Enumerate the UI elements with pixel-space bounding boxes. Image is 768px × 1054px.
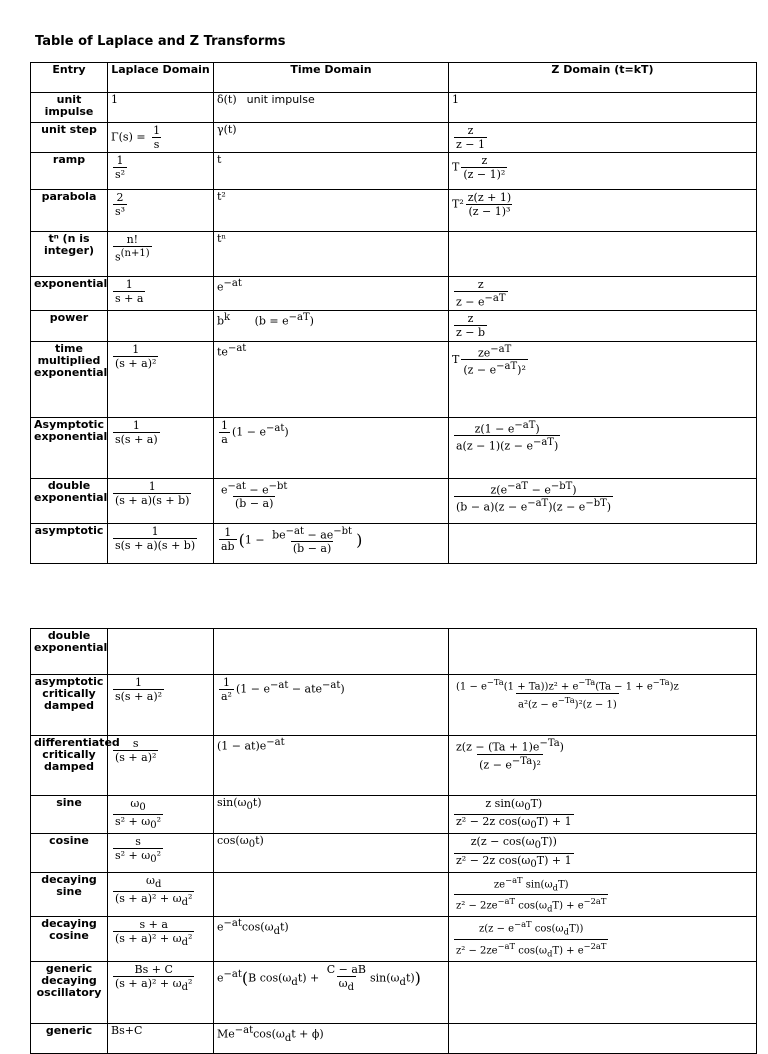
- table-row: [31, 1024, 757, 1054]
- table-row: [31, 962, 757, 1024]
- table-row: [31, 341, 757, 417]
- header-time: Time Domain: [214, 63, 449, 93]
- table-row: [31, 190, 757, 232]
- laplace-cell: [108, 310, 214, 341]
- transform-table-2: [30, 628, 757, 1054]
- time-cell: $te^{-at}$: [214, 341, 449, 417]
- time-cell: [214, 93, 449, 123]
- table-row: [31, 834, 757, 872]
- table-row: [31, 629, 757, 675]
- entry-cell: double exponential: [31, 629, 108, 675]
- time-cell: $\frac{1}{a}$ $(1 - e^{-at})$: [214, 417, 449, 478]
- table-row: [31, 310, 757, 341]
- laplace-cell: [108, 93, 214, 123]
- time-expr: δ(t): [217, 93, 237, 106]
- laplace-cell: $\frac{Bs + C}{(s + a)^2 + \omega_d^2}$: [108, 962, 214, 1024]
- header-z: Z Domain (t=kT): [449, 63, 757, 93]
- time-cell: $\frac{1}{\text{a²}}$ $(1 - e^{-at} - ate^{-at})$: [214, 675, 449, 736]
- z-cell: $\frac{z(e^{-aT} - e^{-bT})}{(b - a)(z - e^{-aT})(z - e^{-bT})}$: [449, 478, 757, 523]
- laplace-expr: 1: [111, 93, 118, 106]
- time-cell: $\frac{1}{ab}$ (1 − $\frac{be^{-at} - ae^{-bt}}{(b - a)}$ ): [214, 523, 449, 563]
- header-row: [31, 63, 757, 93]
- laplace-cell: $\frac{1}{s(s + a)(s + b)}$: [108, 523, 214, 563]
- entry-cell: asymptotic: [31, 523, 108, 563]
- laplace-cell: $\frac{1}{\text{s²}}$: [108, 153, 214, 190]
- entry-cell: decaying sine: [31, 872, 108, 917]
- transform-table-1: [30, 62, 757, 564]
- z-cell: [449, 232, 757, 277]
- table-row: [31, 417, 757, 478]
- table-row: [31, 123, 757, 153]
- laplace-expr: Bs+C: [111, 1024, 143, 1038]
- laplace-cell: $\frac{\omega_d}{(s + a)^2 + \omega_d^2}$: [108, 872, 214, 917]
- z-cell: [449, 962, 757, 1024]
- header-entry: Entry: [31, 63, 108, 93]
- table-row: [31, 917, 757, 962]
- laplace-cell: $\frac{1}{(s + a)(s + b)}$: [108, 478, 214, 523]
- table-row: [31, 675, 757, 736]
- page-title: Table of Laplace and Z Transforms: [35, 34, 286, 49]
- entry-cell: power: [31, 310, 108, 341]
- laplace-cell: $\frac{1}{s(s + a)}$: [108, 417, 214, 478]
- entry-cell: unit step: [31, 123, 108, 153]
- table-row: [31, 796, 757, 834]
- z-cell: [449, 523, 757, 563]
- entry-cell: unit impulse: [31, 93, 108, 123]
- z-cell: $\frac{z(z - e^{-aT} \cos(\omega_dT))}{z^2 - 2ze^{-aT} \cos(\omega_dT) + e^{-2aT}}$: [449, 917, 757, 962]
- z-cell: T $\frac{z}{\text{(z − 1)²}}$: [449, 153, 757, 190]
- z-cell: $\frac{z \sin(\omega_0T)}{z^2 - 2z \cos(\omega_0T) + 1}$: [449, 796, 757, 834]
- entry-cell: exponential: [31, 277, 108, 311]
- time-cell: $e^{-at}(B$ $\cos(\omega_dt)$ + $\frac{C - aB}{\omega_d}$ $\sin(\omega_dt)$): [214, 962, 449, 1024]
- table-row: [31, 93, 757, 123]
- table-row: [31, 523, 757, 563]
- time-cell: γ(t): [214, 123, 449, 153]
- table-row: [31, 277, 757, 311]
- time-cell: $b^k$ $(b = e^{-aT})$: [214, 310, 449, 341]
- laplace-cell: $\frac{n!}{s^{(n+1)}}$: [108, 232, 214, 277]
- entry-cell: generic decaying oscillatory: [31, 962, 108, 1024]
- laplace-cell: $\frac{1}{\text{s(s + a)²}}$: [108, 675, 214, 736]
- entry-cell: ramp: [31, 153, 108, 190]
- z-cell: T $\frac{ze^{-aT}}{(z - e^{-aT})^2}$: [449, 341, 757, 417]
- entry-cell: parabola: [31, 190, 108, 232]
- time-cell: $Me^{-at}\cos(\omega_dt + \phi)$: [214, 1024, 449, 1054]
- z-cell: $\frac{z}{z - e^{-aT}}$: [449, 277, 757, 311]
- table-row: [31, 232, 757, 277]
- z-cell: $\frac{z(z - \cos(\omega_0T))}{z^2 - 2z \cos(\omega_0T) + 1}$: [449, 834, 757, 872]
- time-cell: [214, 872, 449, 917]
- entry-cell: generic: [31, 1024, 108, 1054]
- entry-cell: time multiplied exponential: [31, 341, 108, 417]
- laplace-cell: [108, 629, 214, 675]
- header-laplace: Laplace Domain: [108, 63, 214, 93]
- laplace-cell: $\frac{s}{\text{(s + a)²}}$: [108, 736, 214, 796]
- time-cell: t²: [214, 190, 449, 232]
- time-cell: $\sin(\omega_0t)$: [214, 796, 449, 834]
- z-cell: $\frac{z(z - (Ta + 1)e^{-Ta})}{(z - e^{-Ta})^2}$: [449, 736, 757, 796]
- laplace-cell: Γ(s) = $\frac{1}{s}$: [108, 123, 214, 153]
- time-cell: t: [214, 153, 449, 190]
- z-cell: $\frac{z}{z - 1}$: [449, 123, 757, 153]
- entry-cell: differentiated critically damped: [31, 736, 108, 796]
- entry-cell: sine: [31, 796, 108, 834]
- laplace-cell: [108, 1024, 214, 1054]
- entry-cell: Asymptotic exponential: [31, 417, 108, 478]
- entry-cell: tⁿ (n is integer): [31, 232, 108, 277]
- time-cell: [214, 629, 449, 675]
- z-cell: $\frac{z}{z - b}$: [449, 310, 757, 341]
- laplace-cell: $\frac{2}{\text{s³}}$: [108, 190, 214, 232]
- laplace-cell: $\frac{\omega_0}{s^2 + \omega_0^2}$: [108, 796, 214, 834]
- time-cell: $e^{-at}\cos(\omega_dt)$: [214, 917, 449, 962]
- entry-cell: asymptotic critically damped: [31, 675, 108, 736]
- table-row: [31, 872, 757, 917]
- z-cell: T² $\frac{z(z + 1)}{\text{(z − 1)³}}$: [449, 190, 757, 232]
- time-cell: $e^{-at}$: [214, 277, 449, 311]
- entry-cell: cosine: [31, 834, 108, 872]
- z-cell: [449, 93, 757, 123]
- time-cell: $\frac{e^{-at} - e^{-bt}}{(b - a)}$: [214, 478, 449, 523]
- time-cell: $\cos(\omega_0t)$: [214, 834, 449, 872]
- entry-cell: decaying cosine: [31, 917, 108, 962]
- laplace-cell: $\frac{1}{\text{(s + a)²}}$: [108, 341, 214, 417]
- z-cell: $\frac{(1 - e^{-Ta}(1 + Ta))z^2 + e^{-Ta}(Ta - 1 + e^{-Ta})z}{a^2(z - e^{-Ta})^2(z - 1)}$: [449, 675, 757, 736]
- laplace-cell: $\frac{s + a}{(s + a)^2 + \omega_d^2}$: [108, 917, 214, 962]
- entry-cell: double exponential: [31, 478, 108, 523]
- z-expr: 1: [452, 93, 459, 106]
- z-cell: $\frac{z(1 - e^{-aT})}{a(z - 1)(z - e^{-aT})}$: [449, 417, 757, 478]
- laplace-cell: $\frac{1}{s + a}$: [108, 277, 214, 311]
- time-note: unit impulse: [246, 93, 315, 106]
- table-row: [31, 478, 757, 523]
- time-cell: $(1 - at)e^{-at}$: [214, 736, 449, 796]
- z-cell: [449, 629, 757, 675]
- time-cell: tⁿ: [214, 232, 449, 277]
- z-cell: $\frac{ze^{-aT} \sin(\omega_dT)}{z^2 - 2ze^{-aT} \cos(\omega_dT) + e^{-2aT}}$: [449, 872, 757, 917]
- table-row: [31, 736, 757, 796]
- laplace-cell: $\frac{s}{s^2 + \omega_0^2}$: [108, 834, 214, 872]
- z-cell: [449, 1024, 757, 1054]
- table-row: [31, 153, 757, 190]
